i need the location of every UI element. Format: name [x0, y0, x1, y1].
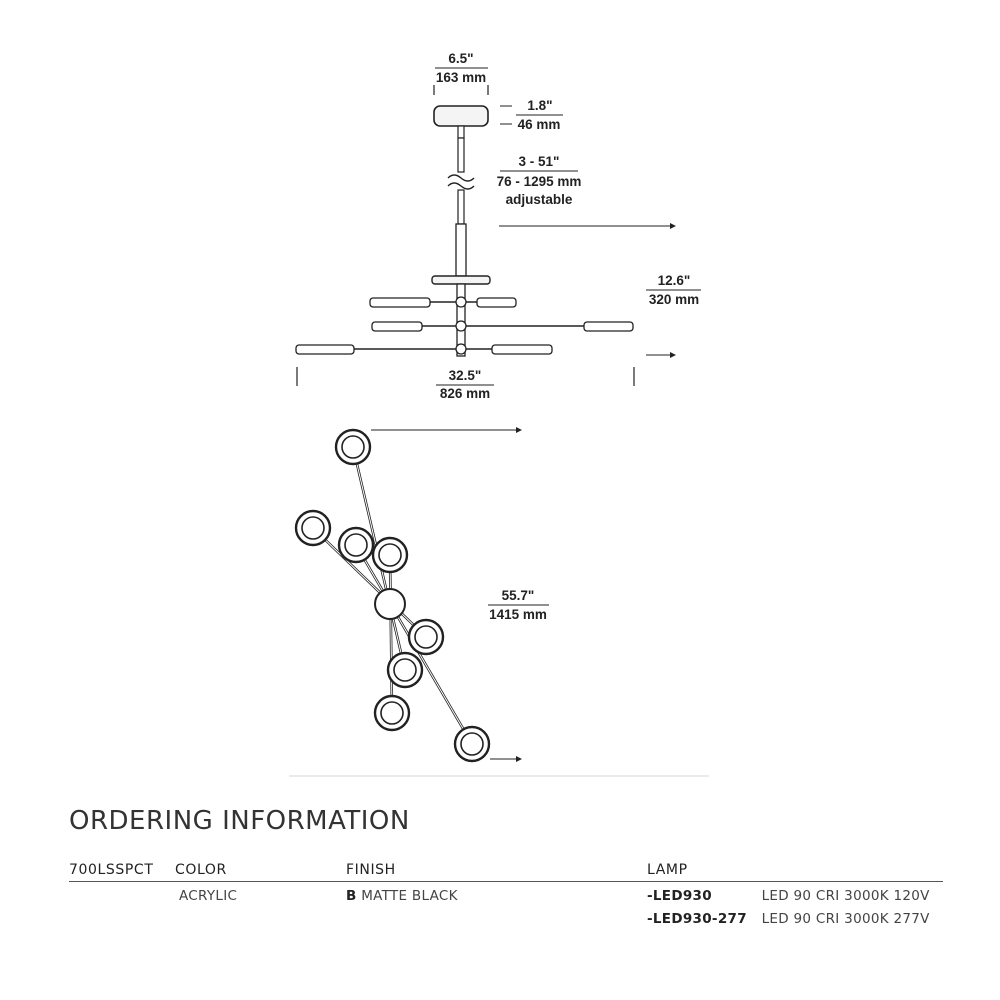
finish-option: [346, 888, 458, 904]
canopy-height-in: 1.8": [527, 98, 553, 113]
canopy: [434, 106, 488, 126]
stem-length-mm: 76 - 1295 mm: [496, 174, 582, 189]
lamp-head-4: [373, 538, 407, 572]
lamp-option-1: [647, 888, 930, 904]
stem-adjustable-note: adjustable: [505, 192, 573, 207]
lamp-description: LED 90 CRI 3000K 277V: [761, 911, 930, 927]
lamp-option-2: [647, 911, 930, 927]
finish-code: B: [346, 888, 357, 904]
side-elevation: [296, 51, 701, 401]
color-header: COLOR: [175, 862, 227, 878]
ordering-information: [0, 790, 1000, 1000]
canopy-width-in: 6.5": [448, 51, 474, 66]
hub-plate: [432, 276, 490, 284]
lamp-description: LED 90 CRI 3000K 120V: [761, 888, 930, 904]
lamp-head-1: [336, 430, 370, 464]
fixture-height-in: 12.6": [657, 273, 691, 288]
stem-upper: [458, 138, 464, 172]
stem-length-in: 3 - 51": [518, 154, 560, 169]
arm-3-left-light: [296, 345, 354, 354]
lamp-head-7: [375, 696, 409, 730]
color-value: ACRYLIC: [179, 888, 238, 904]
lamp-head-6: [388, 653, 422, 687]
top-view-hub: [375, 589, 405, 619]
arm-2-left-light: [372, 322, 422, 331]
canopy-width-mm: 163 mm: [435, 70, 487, 85]
arm-3-right-light: [492, 345, 552, 354]
lamp-code: -LED930-277: [647, 911, 747, 927]
top-view-span-mm: 1415 mm: [489, 607, 547, 622]
stem-break-symbol: [448, 175, 474, 189]
fixture-height-mm: 320 mm: [648, 292, 700, 307]
lamp-head-5: [409, 620, 443, 654]
fixture-width-mm: 826 mm: [439, 386, 491, 401]
canopy-height-mm: 46 mm: [517, 117, 561, 132]
arm-2-right-light: [584, 322, 633, 331]
stem-coupler: [458, 126, 464, 138]
lamp-head-8: [455, 727, 489, 761]
header-rule: [69, 881, 943, 882]
arm-1-left-light: [370, 298, 430, 307]
lamp-header: LAMP: [647, 862, 688, 878]
lamp-head-3: [339, 528, 373, 562]
lamp-code: -LED930: [647, 888, 712, 904]
fixture-width-in: 32.5": [448, 368, 482, 383]
ordering-title: ORDERING INFORMATION: [69, 806, 410, 836]
lamp-head-2: [296, 511, 330, 545]
finish-name: MATTE BLACK: [361, 888, 458, 904]
top-view: [296, 427, 549, 762]
top-view-span-in: 55.7": [501, 588, 535, 603]
stem-lower: [458, 190, 464, 224]
stem-sleeve: [456, 224, 466, 276]
finish-header: FINISH: [346, 862, 396, 878]
arm-1-right-light: [477, 298, 516, 307]
model-number: 700LSSPCT: [69, 862, 154, 878]
